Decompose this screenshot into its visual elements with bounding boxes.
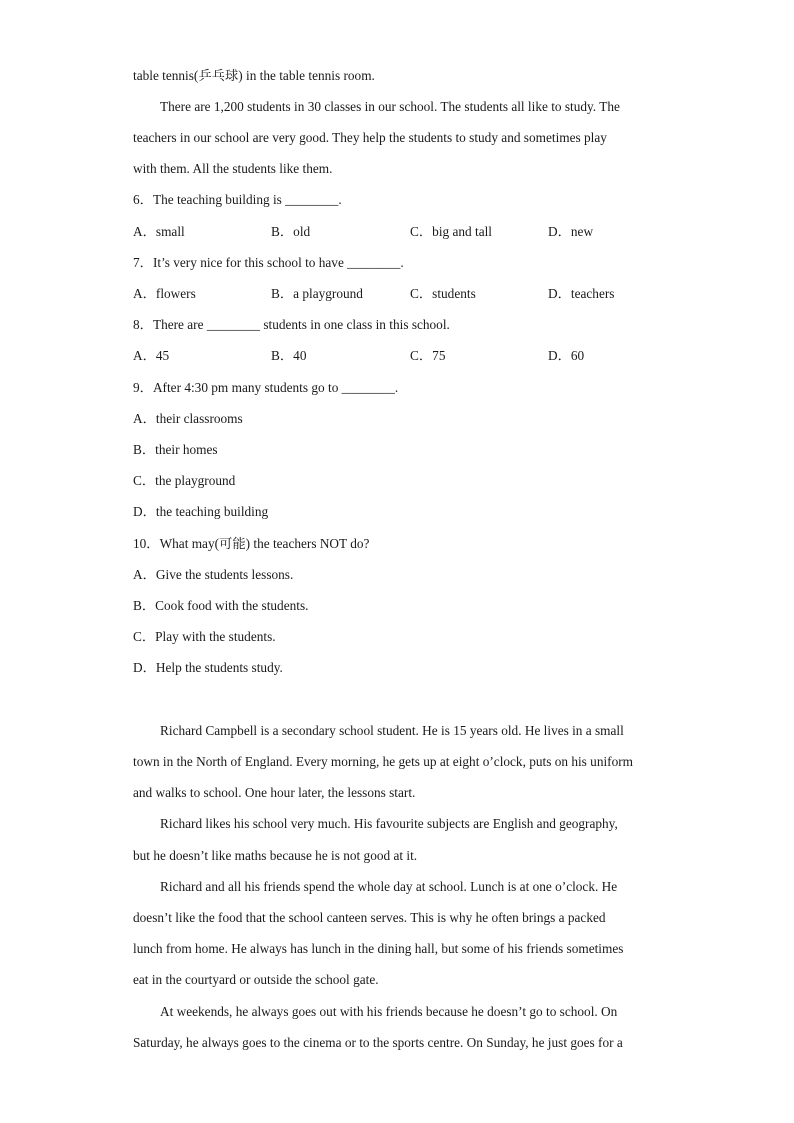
passage1-line: teachers in our school are very good. They help the students to study and sometimes play: [133, 130, 607, 145]
question-9-option-a: A．their classrooms: [133, 411, 243, 426]
passage2-line: lunch from home. He always has lunch in the dining hall, but some of his friends sometimes: [133, 941, 624, 956]
question-8-stem: 8．There are ________ students in one class in this school.: [133, 317, 450, 332]
question-6-option-b: B．old: [271, 224, 311, 239]
question-9-option-d: D．the teaching building: [133, 504, 269, 519]
passage2-line: doesn’t like the food that the school canteen serves. This is why he often brings a packed: [133, 910, 606, 925]
passage2-line: Richard Campbell is a secondary school student. He is 15 years old. He lives in a small: [160, 723, 624, 738]
passage2-line: At weekends, he always goes out with his friends because he doesn’t go to school. On: [160, 1004, 618, 1019]
passage2-line: and walks to school. One hour later, the lessons start.: [133, 785, 416, 800]
passage2-line: but he doesn’t like maths because he is not good at it.: [133, 848, 418, 863]
question-7-option-c: C．students: [410, 286, 476, 301]
question-9-option-c: C．the playground: [133, 473, 236, 488]
question-6-option-d: D．new: [548, 224, 594, 239]
question-8-option-c: C．75: [410, 348, 446, 363]
passage2-line: Richard and all his friends spend the whole day at school. Lunch is at one o’clock. He: [160, 879, 618, 894]
passage1-line: There are 1,200 students in 30 classes in our school. The students all like to study. The: [160, 99, 620, 114]
passage2-line: Saturday, he always goes to the cinema or to the sports centre. On Sunday, he just goes for a: [133, 1035, 623, 1050]
passage2-line: town in the North of England. Every morning, he gets up at eight o’clock, puts on his uniform: [133, 754, 634, 769]
question-8-option-b: B．40: [271, 348, 307, 363]
question-9-stem: 9．After 4:30 pm many students go to ________.: [133, 380, 399, 395]
question-10-option-d: D．Help the students study.: [133, 660, 283, 675]
passage1-line: with them. All the students like them.: [133, 161, 333, 176]
passage2-line: eat in the courtyard or outside the school gate.: [133, 972, 379, 987]
question-8-option-d: D．60: [548, 348, 585, 363]
passage2-line: Richard likes his school very much. His favourite subjects are English and geography,: [160, 816, 618, 831]
question-8-option-a: A．45: [133, 348, 170, 363]
question-6-option-a: A．small: [133, 224, 185, 239]
question-7-option-b: B．a playground: [271, 286, 363, 301]
question-9-option-b: B．their homes: [133, 442, 218, 457]
question-10-option-c: C．Play with the students.: [133, 629, 276, 644]
question-10-option-a: A．Give the students lessons.: [133, 567, 294, 582]
passage1-line: table tennis(乒乓球) in the table tennis room.: [133, 68, 375, 83]
question-6-option-c: C．big and tall: [410, 224, 492, 239]
question-6-stem: 6．The teaching building is ________.: [133, 192, 342, 207]
question-10-stem: 10．What may(可能) the teachers NOT do?: [133, 536, 370, 551]
question-7-option-a: A．flowers: [133, 286, 196, 301]
question-7-option-d: D．teachers: [548, 286, 615, 301]
question-10-option-b: B．Cook food with the students.: [133, 598, 309, 613]
question-7-stem: 7．It’s very nice for this school to have ________.: [133, 255, 404, 270]
